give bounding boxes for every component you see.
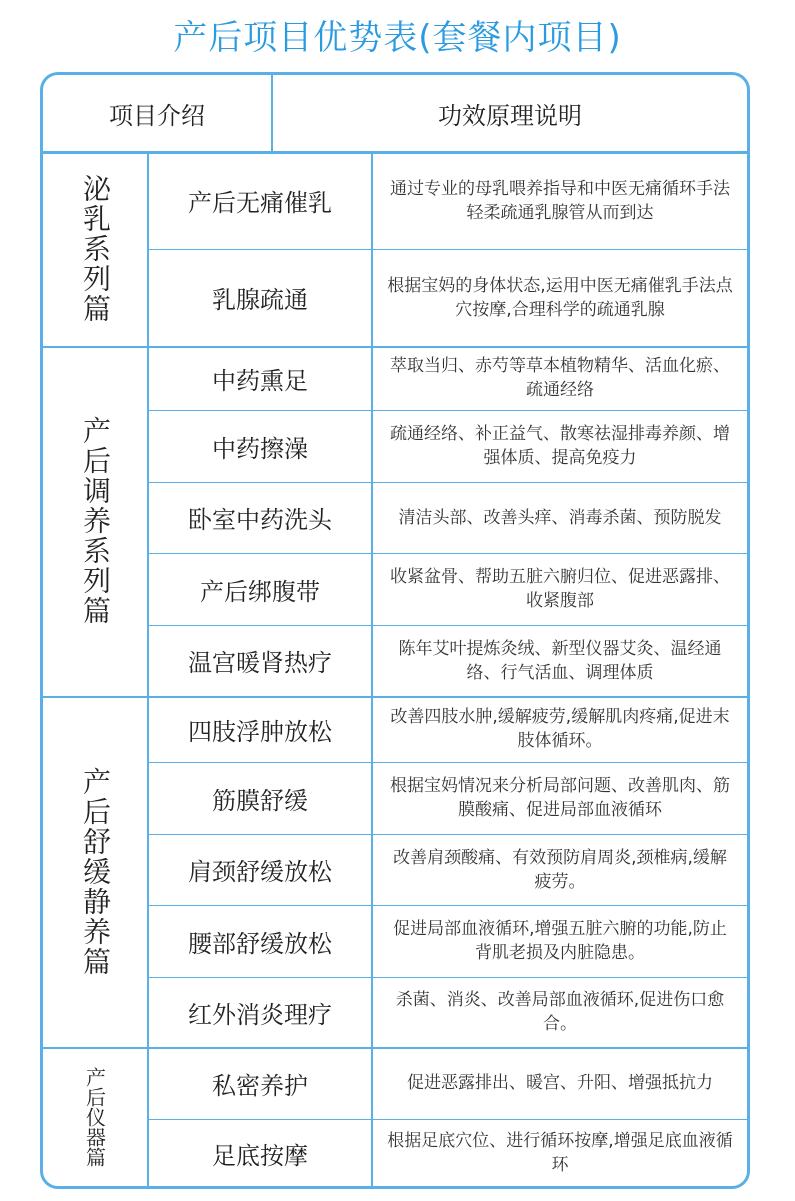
item-description: 疏通经络、补正益气、散寒祛湿排毒养颜、增强体质、提高免疫力: [390, 424, 730, 468]
item-description: 通过专业的母乳喂养指导和中医无痛循环手法轻柔疏通乳腺管从而到达: [390, 178, 730, 223]
item-name: 中药擦澡: [149, 410, 373, 482]
item-description: 清洁头部、改善头痒、消毒杀菌、预防脱发: [398, 507, 722, 528]
item-name: 产后绑腹带: [149, 553, 373, 625]
table-row: [149, 696, 747, 762]
page-title: 产后项目优势表(套餐内项目): [173, 18, 622, 58]
item-description: 改善肩颈酸痛、有效预防肩周炎,颈椎病,缓解疲劳。: [393, 847, 727, 892]
item-name: 四肢浮肿放松: [149, 696, 373, 762]
item-name: 产后无痛催乳: [149, 152, 373, 249]
table-row: [149, 905, 747, 977]
item-name: 腰部舒缓放松: [149, 905, 373, 977]
item-description: 改善四肢水肿,缓解疲劳,缓解肌肉疼痛,促进末肢体循环。: [390, 707, 730, 751]
item-name: 乳腺疏通: [149, 249, 373, 346]
header-effect-explanation: 功效原理说明: [438, 101, 582, 130]
table-row: [149, 1047, 747, 1119]
table-row: [149, 762, 747, 834]
item-name: 中药熏足: [149, 346, 373, 410]
item-name: 温宫暖肾热疗: [149, 625, 373, 696]
table-row: [149, 410, 747, 482]
table-row: [149, 249, 747, 346]
table-row: [149, 977, 747, 1047]
item-name: 红外消炎理疗: [149, 977, 373, 1047]
header-item-intro: 项目介绍: [43, 75, 273, 151]
table-row: [149, 482, 747, 553]
item-description: 萃取当归、赤芍等草本植物精华、活血化瘀、疏通经络: [390, 356, 730, 400]
item-name: 私密养护: [149, 1047, 373, 1119]
category-label: 产后舒缓静养篇: [43, 696, 149, 1047]
category-label: 产后仪器篇: [43, 1047, 149, 1187]
item-description: 促进恶露排出、暖宫、升阳、增强抵抗力: [407, 1073, 713, 1093]
item-name: 卧室中药洗头: [149, 482, 373, 553]
table-row: [149, 553, 747, 625]
item-name: 足底按摩: [149, 1119, 373, 1187]
table-row: [149, 152, 747, 249]
category-label: 泌乳系列篇: [43, 152, 149, 346]
item-description: 收紧盆骨、帮助五脏六腑归位、促进恶露排、收紧腹部: [390, 567, 730, 611]
item-name: 肩颈舒缓放松: [149, 834, 373, 905]
advantage-table: [40, 72, 750, 1189]
table-row: [149, 625, 747, 696]
table-row: [149, 346, 747, 410]
table-row: [149, 1119, 747, 1187]
item-description: 杀菌、消炎、改善局部血液循环,促进伤口愈合。: [395, 990, 725, 1034]
item-description: 根据宝妈情况来分析局部问题、改善肌肉、筋膜酸痛、促进局部血液循环: [390, 776, 730, 820]
item-description: 根据宝妈的身体状态,运用中医无痛催乳手法点穴按摩,合理科学的疏通乳腺: [387, 275, 733, 320]
item-description: 陈年艾叶提炼灸绒、新型仪器艾灸、温经通络、行气活血、调理体质: [398, 638, 722, 683]
item-description: 根据足底穴位、进行循环按摩,增强足底血液循环: [387, 1131, 733, 1175]
table-row: [149, 834, 747, 905]
category-label: 产后调养系列篇: [43, 346, 149, 696]
item-name: 筋膜舒缓: [149, 762, 373, 834]
item-description: 促进局部血液循环,增强五脏六腑的功能,防止背肌老损及内脏隐患。: [393, 919, 727, 963]
